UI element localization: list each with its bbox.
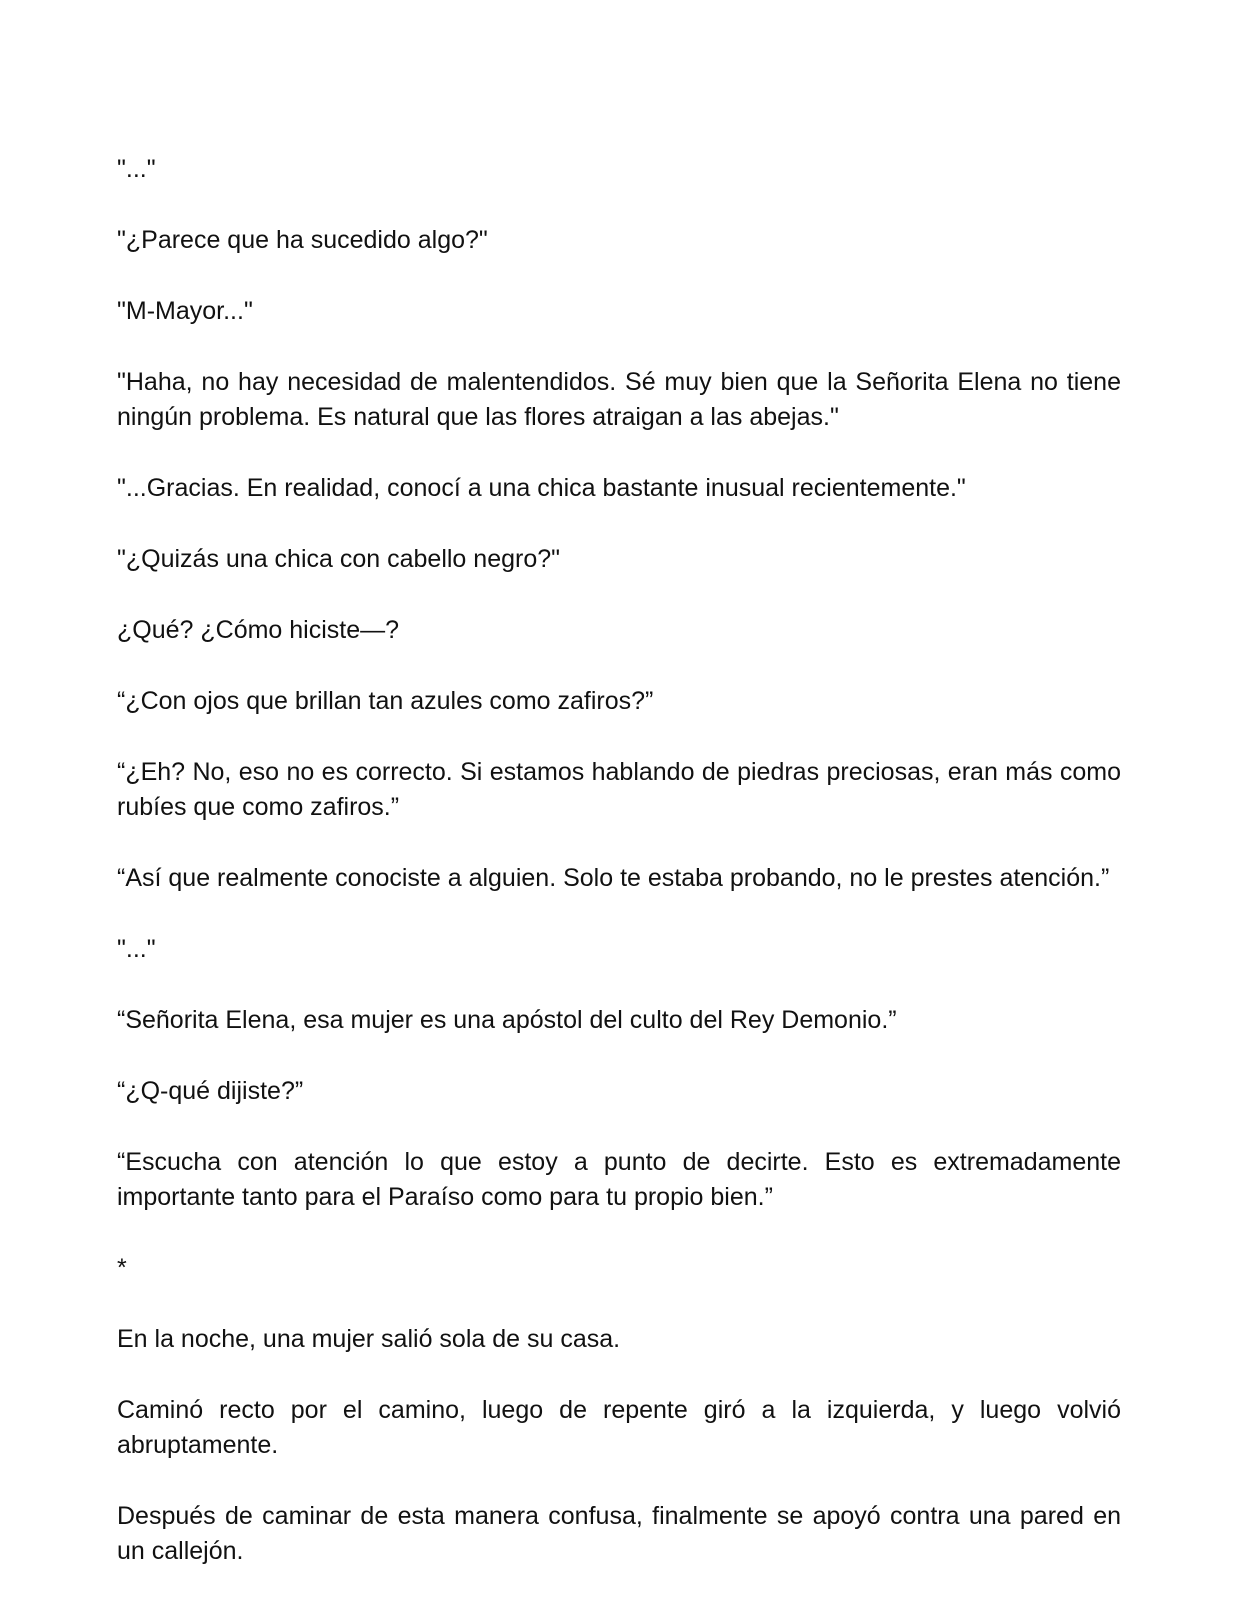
paragraph: "¿Quizás una chica con cabello negro?": [117, 545, 561, 573]
paragraph: “¿Q-qué dijiste?”: [117, 1077, 304, 1105]
paragraph: Caminó recto por el camino, luego de repente giró a la izquierda, y luego volvió abruptamente.: [117, 1396, 1121, 1459]
paragraph: "...": [117, 155, 156, 183]
paragraph: En la noche, una mujer salió sola de su casa.: [117, 1325, 621, 1353]
paragraph: "¿Parece que ha sucedido algo?": [117, 226, 488, 254]
paragraph: "...Gracias. En realidad, conocí a una chica bastante inusual recientemente.": [117, 474, 966, 502]
paragraph: “Escucha con atención lo que estoy a punto de decirte. Esto es extremadamente importante tanto para el Paraíso como para tu propio bien.”: [117, 1148, 1121, 1211]
paragraph: “¿Con ojos que brillan tan azules como zafiros?”: [117, 687, 654, 715]
paragraph: “Así que realmente conociste a alguien. Solo te estaba probando, no le prestes atención.”: [117, 864, 1110, 892]
paragraph: “¿Eh? No, eso no es correcto. Si estamos hablando de piedras preciosas, eran más como rubíes que como zafiros.”: [117, 758, 1121, 821]
document-body: [117, 152, 1121, 1605]
paragraph: "Haha, no hay necesidad de malentendidos. Sé muy bien que la Señorita Elena no tiene ningún problema. Es natural que las flores atraigan a las abejas.": [117, 368, 1121, 431]
paragraph: "M-Mayor...": [117, 297, 253, 325]
paragraph: “Señorita Elena, esa mujer es una apóstol del culto del Rey Demonio.”: [117, 1006, 897, 1034]
paragraph: ¿Qué? ¿Cómo hiciste—?: [117, 616, 400, 644]
paragraph: "...": [117, 935, 156, 963]
scene-break: *: [117, 1254, 127, 1282]
paragraph: Después de caminar de esta manera confusa, finalmente se apoyó contra una pared en un callejón.: [117, 1502, 1121, 1565]
